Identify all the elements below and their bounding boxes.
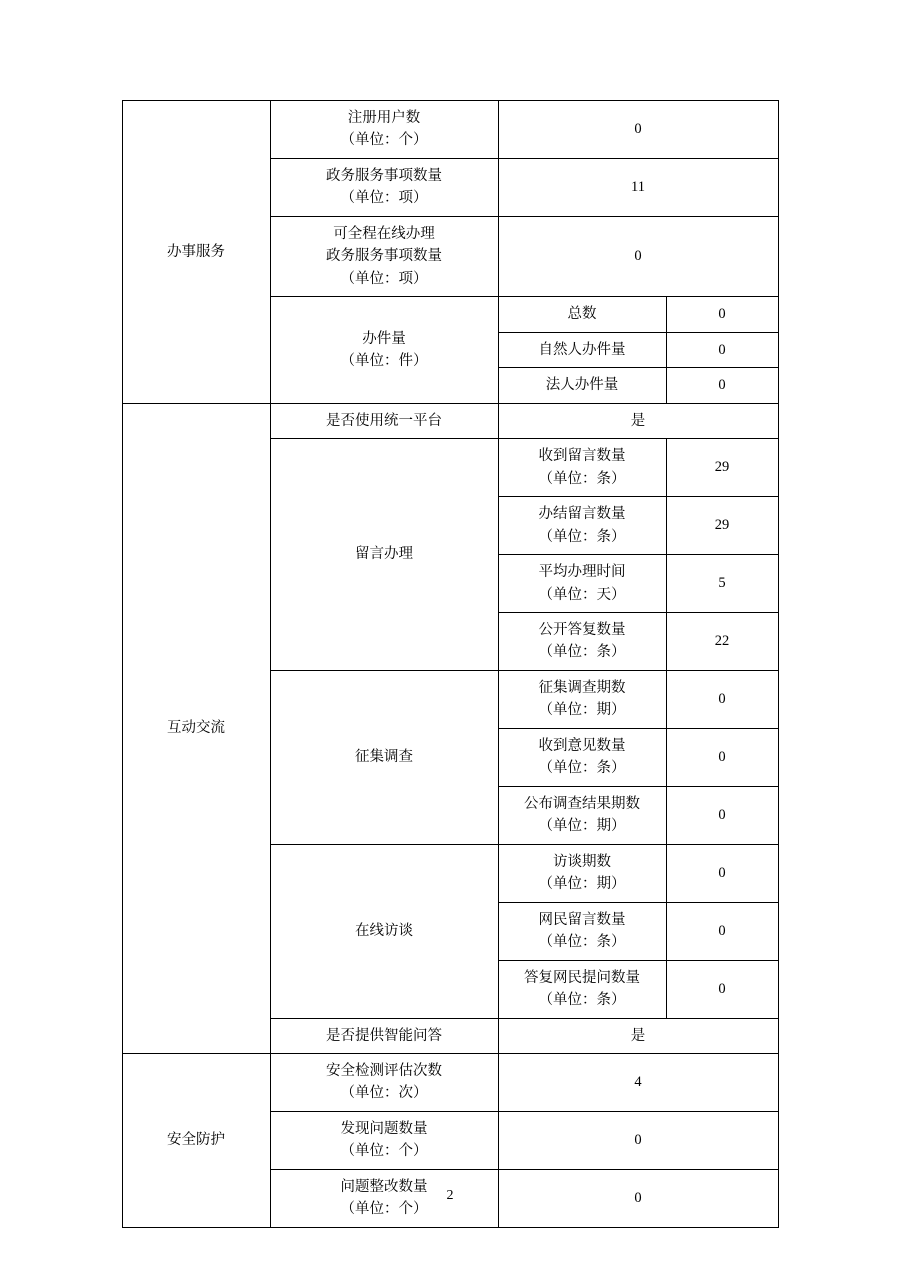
sub-label-line1: 访谈期数: [553, 853, 611, 870]
sub-item-cell: [498, 612, 666, 670]
value-cell: 29: [666, 439, 778, 497]
sub-item-cell: 总数: [498, 297, 666, 332]
sub-item-cell: [498, 902, 666, 960]
table-row: [122, 403, 778, 438]
item-label-line2: （单位：个）: [340, 132, 428, 149]
item-cell: [270, 1111, 498, 1169]
item-label-line2: （单位：次）: [340, 1085, 428, 1102]
value-cell: 0: [666, 844, 778, 902]
item-cell: 留言办理: [270, 439, 498, 671]
item-cell: [270, 158, 498, 216]
sub-label-line2: （单位：期）: [538, 876, 626, 893]
sub-label-line1: 收到意见数量: [538, 737, 626, 754]
value-cell: 0: [498, 1169, 778, 1227]
sub-label-line2: （单位：条）: [538, 934, 626, 951]
item-cell: 在线访谈: [270, 844, 498, 1018]
sub-item-cell: [498, 555, 666, 613]
item-label-line3: （单位：项）: [340, 270, 428, 287]
value-cell: 0: [666, 297, 778, 332]
item-cell: 是否使用统一平台: [270, 403, 498, 438]
sub-label-line1: 公布调查结果期数: [524, 795, 640, 812]
sub-label-line1: 办结留言数量: [538, 506, 626, 523]
sub-label-line2: （单位：天）: [538, 586, 626, 603]
value-cell: 0: [666, 728, 778, 786]
sub-label-line1: 答复网民提问数量: [524, 969, 640, 986]
sub-label-line1: 征集调查期数: [538, 679, 626, 696]
sub-item-cell: [498, 497, 666, 555]
item-label-line1: 注册用户数: [347, 110, 421, 126]
item-cell: 是否提供智能问答: [270, 1018, 498, 1053]
item-label-line2: 政务服务事项数量: [326, 248, 442, 265]
sub-label-line1: 收到留言数量: [538, 448, 626, 465]
sub-label-line2: （单位：条）: [538, 992, 626, 1009]
sub-label-line2: （单位：期）: [538, 818, 626, 835]
sub-item-cell: [498, 960, 666, 1018]
table-row: [122, 1054, 778, 1112]
value-cell: 22: [666, 612, 778, 670]
sub-label-line1: 公开答复数量: [538, 621, 626, 638]
sub-item-cell: 自然人办件量: [498, 332, 666, 367]
item-label-line1: 可全程在线办理: [333, 225, 435, 242]
category-cell-service: 办事服务: [122, 101, 270, 404]
sub-label-line2: （单位：条）: [538, 470, 626, 487]
sub-label-line2: （单位：条）: [538, 760, 626, 777]
item-label-line2: （单位：件）: [340, 352, 428, 369]
item-label-line1: 办件量: [362, 330, 406, 347]
sub-label-line1: 平均办理时间: [538, 564, 626, 581]
sub-item-cell: [498, 786, 666, 844]
value-cell: 0: [666, 368, 778, 403]
sub-item-cell: [498, 439, 666, 497]
table-row: [122, 101, 778, 159]
category-cell-security: 安全防护: [122, 1054, 270, 1228]
value-cell: 11: [498, 158, 778, 216]
item-label-line1: 政务服务事项数量: [326, 167, 442, 184]
item-label-line1: 安全检测评估次数: [326, 1063, 442, 1079]
sub-label-line1: 网民留言数量: [538, 911, 626, 928]
value-cell: 0: [666, 670, 778, 728]
value-cell: 0: [666, 786, 778, 844]
page-number: 2: [446, 1188, 454, 1203]
sub-item-cell: 法人办件量: [498, 368, 666, 403]
value-cell: 0: [666, 960, 778, 1018]
item-cell: [270, 101, 498, 159]
value-cell: 0: [498, 1111, 778, 1169]
value-cell: 是: [498, 1018, 778, 1053]
value-cell: 0: [666, 332, 778, 367]
value-cell: 0: [666, 902, 778, 960]
sub-label-line2: （单位：条）: [538, 528, 626, 545]
item-label-line2: （单位：个）: [340, 1201, 428, 1218]
value-cell: 0: [498, 216, 778, 296]
sub-label-line2: （单位：期）: [538, 702, 626, 719]
sub-item-cell: [498, 844, 666, 902]
item-label-line2: （单位：项）: [340, 190, 428, 207]
sub-label-line2: （单位：条）: [538, 644, 626, 661]
annual-report-table: [122, 100, 779, 1228]
item-cell: [270, 1054, 498, 1112]
value-cell: 0: [498, 101, 778, 159]
value-cell: 5: [666, 555, 778, 613]
item-cell: 征集调查: [270, 670, 498, 844]
value-cell: 29: [666, 497, 778, 555]
sub-item-cell: [498, 728, 666, 786]
item-cell: [270, 297, 498, 403]
category-cell-interaction: 互动交流: [122, 403, 270, 1053]
item-label-line2: （单位：个）: [340, 1143, 428, 1160]
value-cell: 4: [498, 1054, 778, 1112]
sub-item-cell: [498, 670, 666, 728]
item-cell: [270, 216, 498, 296]
value-cell: 是: [498, 403, 778, 438]
item-label-line1: 发现问题数量: [340, 1120, 428, 1137]
item-label-line1: 问题整改数量: [340, 1178, 428, 1195]
